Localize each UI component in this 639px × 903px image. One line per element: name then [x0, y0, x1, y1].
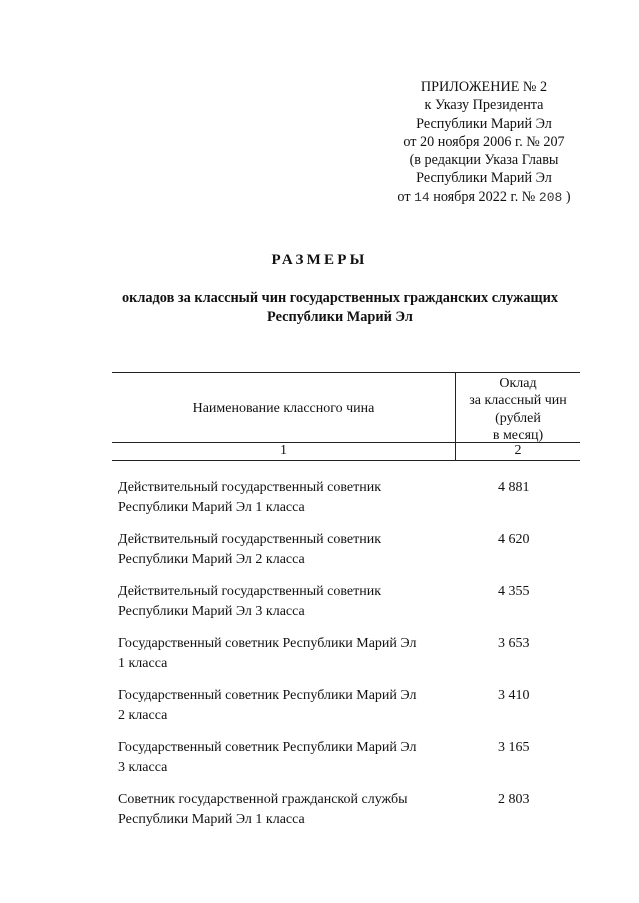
rank-name-line-2: Республики Марий Эл 1 класса	[118, 811, 305, 827]
rank-name-line-2: Республики Марий Эл 3 класса	[118, 603, 305, 619]
rank-name-line-1: Действительный государственный советник	[118, 480, 381, 495]
appendix-block	[380, 78, 588, 207]
appendix-revision-date	[380, 188, 588, 207]
rank-name-line-2: Республики Марий Эл 1 класса	[118, 499, 305, 515]
salary-value: 3 410	[498, 688, 530, 703]
appendix-revision-ref: (в редакции Указа Главы	[409, 152, 559, 169]
salary-value: 2 803	[498, 792, 530, 807]
header-rank-name: Наименование классного чина	[192, 401, 375, 416]
header-salary-line-2: за классный чин	[469, 393, 567, 409]
rank-name	[118, 738, 448, 777]
appendix-decree-date: от 20 ноября 2006 г. № 207	[403, 133, 565, 150]
rank-name	[118, 634, 448, 673]
rank-name-line-2: 1 класса	[118, 655, 168, 671]
rank-name	[118, 582, 448, 621]
rank-name-line-1: Государственный советник Республики Марий Эл	[118, 740, 417, 755]
rank-name-line-2: 3 класса	[118, 759, 168, 775]
document-subtitle	[80, 289, 600, 327]
revision-date-middle: ноября 2022 г. №	[429, 188, 539, 205]
revision-number: 208	[538, 189, 563, 205]
salary-value: 4 620	[498, 532, 530, 547]
subtitle-line-2: Республики Марий Эл	[267, 309, 413, 325]
salary-value: 3 653	[498, 636, 530, 651]
rank-name-line-1: Государственный советник Республики Марий Эл	[118, 636, 417, 651]
rank-name	[118, 530, 448, 569]
rank-name-line-2: 2 класса	[118, 707, 168, 723]
header-salary-line-3: (рублей	[495, 410, 541, 426]
subtitle-line-1: окладов за классный чин государственных гражданских служащих	[122, 290, 558, 306]
rank-name	[118, 790, 448, 829]
salary-value: 3 165	[498, 740, 530, 755]
appendix-decree-ref: к Указу Президента	[424, 97, 544, 114]
rank-name-line-1: Государственный советник Республики Марий Эл	[118, 688, 417, 703]
revision-date-suffix: )	[562, 188, 571, 205]
rank-name-line-1: Действительный государственный советник	[118, 532, 381, 547]
column-number-1: 1	[280, 443, 287, 458]
revision-date-prefix: от	[397, 188, 415, 205]
document-title: РАЗМЕРЫ	[271, 252, 368, 268]
appendix-revision-republic: Республики Марий Эл	[416, 170, 552, 187]
revision-day: 14	[414, 189, 430, 205]
appendix-number: ПРИЛОЖЕНИЕ № 2	[420, 79, 548, 95]
table-number-rule	[112, 460, 580, 461]
salary-value: 4 355	[498, 584, 530, 599]
header-salary-line-1: Оклад	[499, 376, 537, 391]
rank-name-line-1: Советник государственной гражданской службы	[118, 792, 408, 807]
salary-value: 4 881	[498, 480, 530, 495]
rank-name	[118, 686, 448, 725]
table-top-rule	[112, 372, 580, 373]
header-salary-line-4: в месяц)	[492, 427, 544, 443]
header-salary	[456, 375, 580, 444]
column-number-2: 2	[514, 443, 522, 458]
appendix-republic: Республики Марий Эл	[416, 115, 552, 132]
rank-name-line-1: Действительный государственный советник	[118, 584, 381, 599]
rank-name-line-2: Республики Марий Эл 2 класса	[118, 551, 305, 567]
rank-name	[118, 478, 448, 517]
